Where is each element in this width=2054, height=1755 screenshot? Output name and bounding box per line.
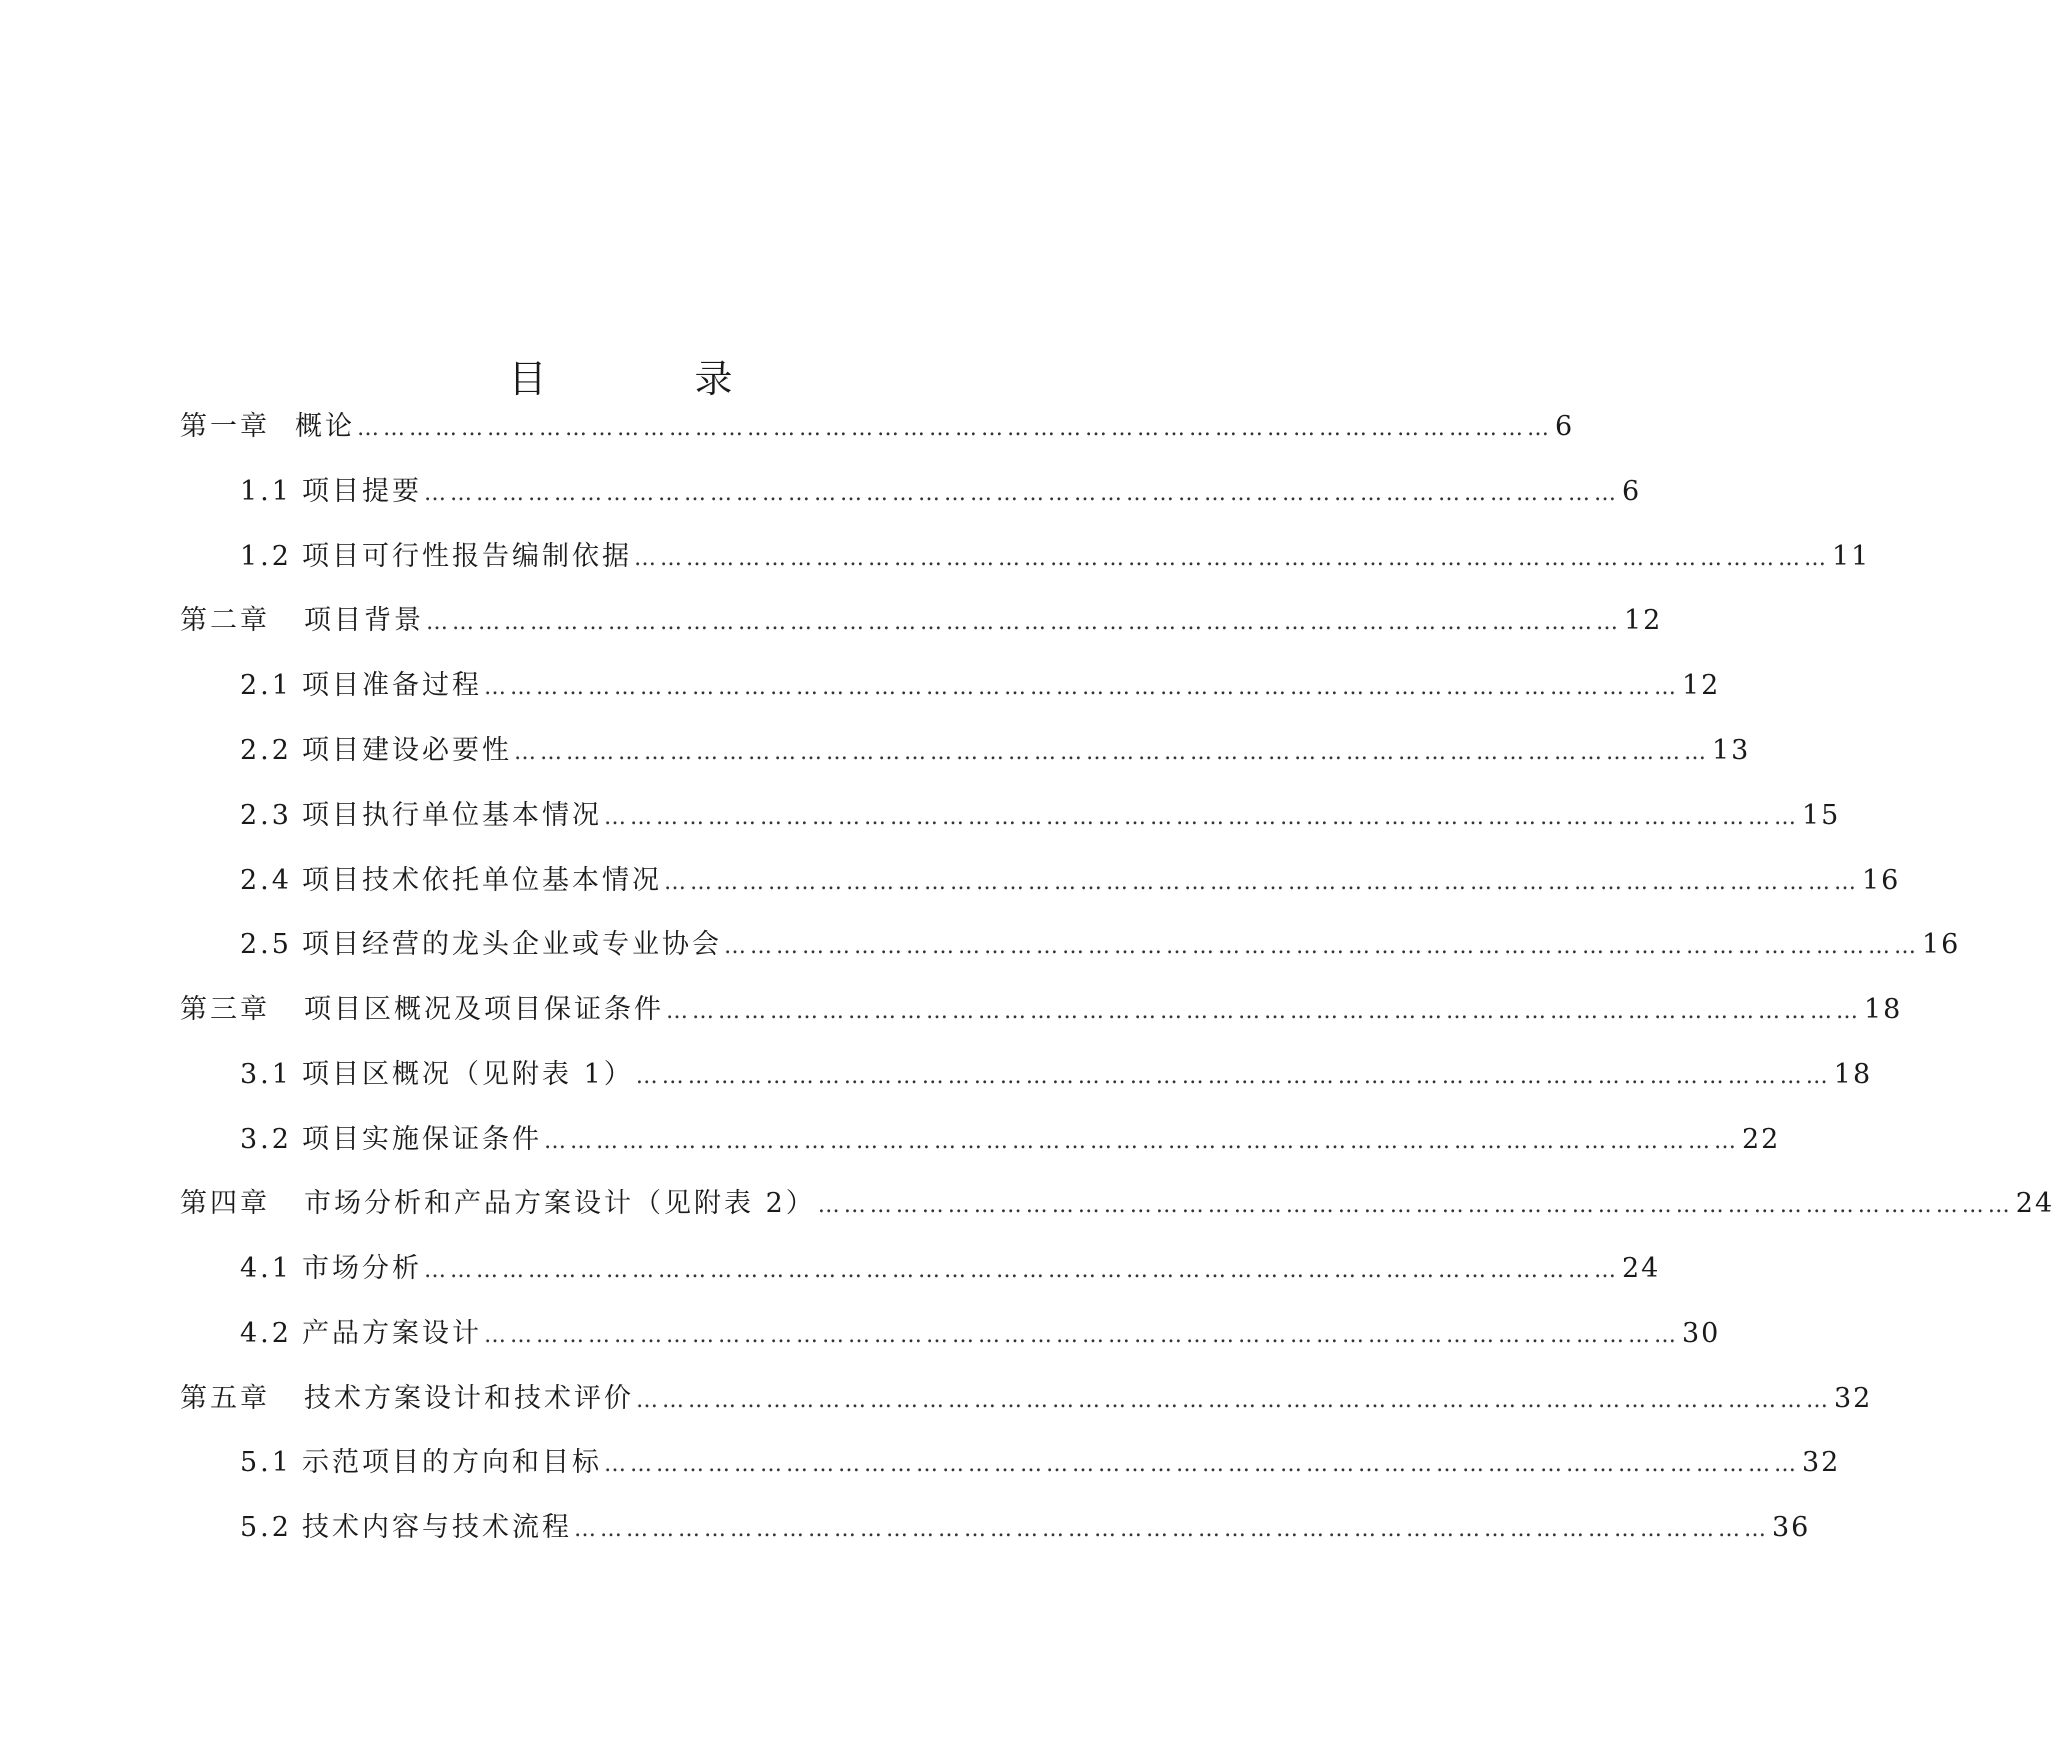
toc-entry-2-4[interactable]: [240, 861, 1901, 901]
toc-entry-5-2[interactable]: [240, 1508, 1811, 1548]
dot-leader: …………………………………………………………………………………………………………………………: [724, 934, 1920, 959]
toc-entry-chapter-1[interactable]: [180, 407, 1575, 447]
toc-title: 市场分析和产品方案设计（见附表 2）: [304, 1188, 816, 1219]
toc-title: 项目建设必要性: [302, 735, 512, 766]
toc-entry-chapter-4[interactable]: [180, 1184, 2054, 1224]
dot-leader: …………………………………………………………………………………………………………………………: [817, 1193, 2014, 1218]
toc-page-number: 32: [1834, 1383, 1873, 1414]
toc-number: 第五章: [180, 1383, 270, 1414]
toc-page-number: 32: [1802, 1447, 1841, 1478]
toc-number: 4.2: [240, 1318, 292, 1349]
toc-number: 2.3: [240, 800, 292, 831]
toc-page-number: 24: [2015, 1188, 2054, 1219]
dot-leader: …………………………………………………………………………………………………………………………: [666, 999, 1862, 1024]
toc-title: 产品方案设计: [302, 1318, 482, 1349]
toc-page-number: 15: [1802, 800, 1841, 831]
toc-number: 第三章: [180, 994, 270, 1025]
toc-number: 2.5: [240, 929, 292, 960]
toc-number: 2.1: [240, 670, 292, 701]
toc-page-number: 30: [1682, 1318, 1721, 1349]
toc-title: 项目执行单位基本情况: [302, 800, 602, 831]
toc-number: 3.2: [240, 1124, 292, 1155]
toc-entry-chapter-5[interactable]: [180, 1379, 1873, 1419]
dot-leader: …………………………………………………………………………………………………………………………: [484, 1323, 1680, 1348]
toc-entry-2-3[interactable]: [240, 796, 1841, 836]
toc-title: 项目准备过程: [302, 670, 482, 701]
toc-entry-chapter-3[interactable]: [180, 990, 1903, 1030]
toc-entry-3-2[interactable]: [240, 1120, 1781, 1160]
toc-page-number: 16: [1922, 929, 1961, 960]
toc-number: 第二章: [180, 605, 270, 636]
toc-page-number: 13: [1712, 735, 1751, 766]
toc-number: 2.2: [240, 735, 292, 766]
toc-page-number: 24: [1622, 1253, 1661, 1284]
toc-title: 项目区概况及项目保证条件: [304, 994, 664, 1025]
dot-leader: …………………………………………………………………………………………………………………………: [664, 870, 1860, 895]
toc-number: 第一章: [180, 411, 270, 442]
toc-number: 第四章: [180, 1188, 270, 1219]
toc-title: 市场分析: [302, 1253, 422, 1284]
toc-page-number: 18: [1864, 994, 1903, 1025]
toc-entry-4-1[interactable]: [240, 1249, 1661, 1289]
toc-page-number: 6: [1555, 411, 1575, 442]
toc-title: 示范项目的方向和目标: [302, 1447, 602, 1478]
toc-entry-2-1[interactable]: [240, 666, 1721, 706]
toc-entry-1-1[interactable]: [240, 472, 1642, 512]
toc-entry-2-5[interactable]: [240, 925, 1961, 965]
dot-leader: …………………………………………………………………………………………………………………………: [514, 740, 1710, 765]
dot-leader: …………………………………………………………………………………………………………………………: [544, 1129, 1740, 1154]
toc-entry-1-2[interactable]: [240, 537, 1871, 577]
title-char-1: 目: [508, 356, 547, 401]
dot-leader: …………………………………………………………………………………………………………………………: [424, 481, 1620, 506]
toc-entry-4-2[interactable]: [240, 1314, 1721, 1354]
toc-number: 1.1: [240, 476, 292, 507]
dot-leader: …………………………………………………………………………………………………………………………: [604, 805, 1800, 830]
toc-entry-5-1[interactable]: [240, 1443, 1841, 1483]
dot-leader: …………………………………………………………………………………………………………………………: [574, 1517, 1770, 1542]
dot-leader: …………………………………………………………………………………………………………………………: [635, 1064, 1832, 1089]
toc-page-number: 12: [1682, 670, 1721, 701]
toc-title: 项目技术依托单位基本情况: [302, 865, 662, 896]
toc-title: 项目可行性报告编制依据: [302, 541, 632, 572]
toc-title: 项目区概况（见附表 1）: [302, 1059, 634, 1090]
dot-leader: …………………………………………………………………………………………………………………………: [357, 416, 1553, 441]
toc-entry-2-2[interactable]: [240, 731, 1751, 771]
dot-leader: …………………………………………………………………………………………………………………………: [484, 675, 1680, 700]
toc-page-number: 36: [1772, 1512, 1811, 1543]
toc-title: 项目提要: [302, 476, 422, 507]
dot-leader: …………………………………………………………………………………………………………………………: [424, 1258, 1620, 1283]
toc-entry-3-1[interactable]: [240, 1055, 1873, 1095]
toc-title: 项目经营的龙头企业或专业协会: [302, 929, 722, 960]
toc-title: 概论: [295, 411, 355, 442]
toc-page-number: 6: [1622, 476, 1642, 507]
toc-number: 4.1: [240, 1253, 292, 1284]
dot-leader: …………………………………………………………………………………………………………………………: [634, 546, 1830, 571]
toc-title: 技术方案设计和技术评价: [304, 1383, 634, 1414]
toc-title: 技术内容与技术流程: [302, 1512, 572, 1543]
toc-number: 5.1: [240, 1447, 292, 1478]
toc-number: 5.2: [240, 1512, 292, 1543]
toc-page-number: 22: [1742, 1124, 1781, 1155]
toc-page-number: 16: [1862, 865, 1901, 896]
title-char-2: 录: [694, 356, 733, 401]
toc-title: 项目实施保证条件: [302, 1124, 542, 1155]
toc-number: 2.4: [240, 865, 292, 896]
toc-number: 1.2: [240, 541, 292, 572]
toc-number: 3.1: [240, 1059, 292, 1090]
dot-leader: …………………………………………………………………………………………………………………………: [604, 1452, 1800, 1477]
toc-page-number: 12: [1624, 605, 1663, 636]
toc-entry-chapter-2[interactable]: [180, 601, 1663, 641]
toc-page-number: 18: [1833, 1059, 1873, 1090]
dot-leader: …………………………………………………………………………………………………………………………: [426, 610, 1622, 635]
dot-leader: …………………………………………………………………………………………………………………………: [636, 1388, 1832, 1413]
toc-title: 项目背景: [304, 605, 424, 636]
toc-page-number: 11: [1832, 541, 1871, 572]
